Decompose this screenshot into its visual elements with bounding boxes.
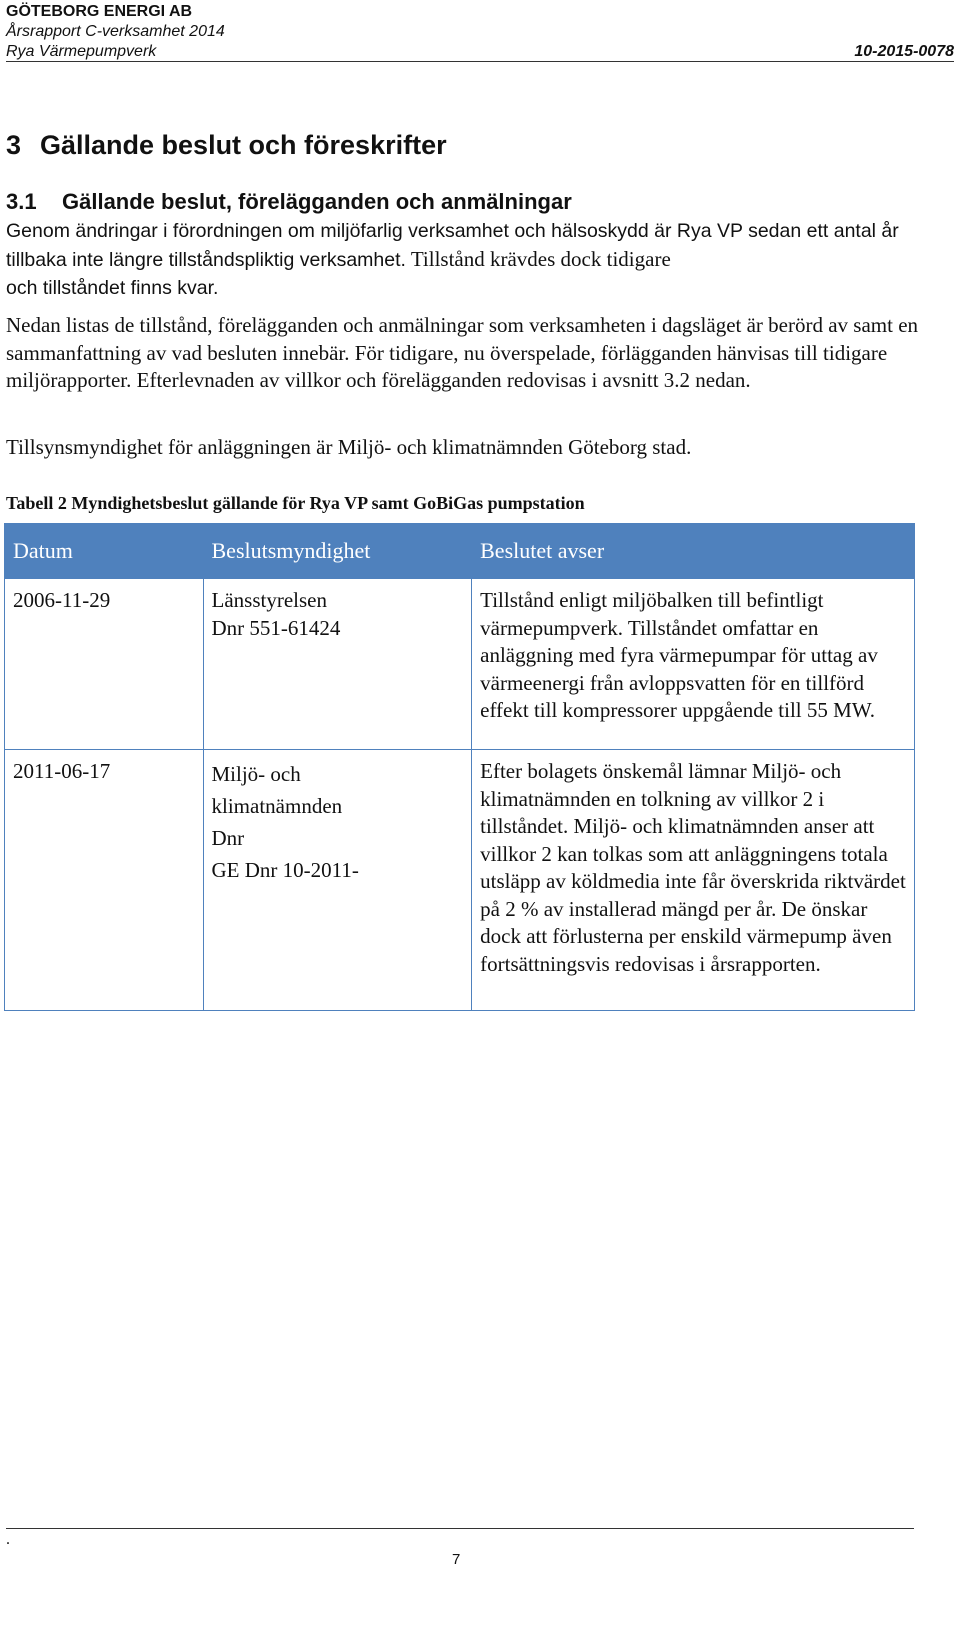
authority-line: GE Dnr 10-2011- [211,858,359,882]
paragraph-intro-part3: och tillståndet finns kvar. [6,277,219,299]
decisions-table [4,523,915,1011]
cell-date: 2011-06-17 [5,750,204,1011]
header-facility: Rya Värmepumpverk [6,43,157,60]
cell-authority [203,579,472,750]
authority-line: klimatnämnden [211,794,343,818]
authority-line: Dnr 551-61424 [211,615,341,640]
cell-subject: Efter bolagets önskemål lämnar Miljö- och klimatnämnden en tolkning av villkor 2 i tillståndet. Miljö- och klimatnämnden anser att villkor 2 kan tolkas som att anläggningens totala utsläpp av köldmedia inte får överskrida riktvärdet på 2 % av installerad mängd per år. De önskar dock att förlusterna per enskild värmepump även fortsättningsvis redovisas i årsrapporten. [472,750,915,1011]
section-title: Gällande beslut och föreskrifter [40,130,447,160]
header-row [6,42,954,62]
cell-date: 2006-11-29 [5,579,204,750]
cell-authority [203,750,472,1011]
footer-mark: . [6,1531,10,1548]
cell-subject: Tillstånd enligt miljöbalken till befintligt värmepumpverk. Tillståndet omfattar en anläggning med fyra värmepumpar för uttag av värmeenergi från avloppsvatten för en tillförd effekt till kompressorer uppgående till 55 MW. [472,579,915,750]
table-caption: Tabell 2 Myndighetsbeslut gällande för Rya VP samt GoBiGas pumpstation [6,493,585,513]
paragraph-supervisory-authority: Tillsynsmyndighet för anläggningen är Miljö- och klimatnämnden Göteborg stad. [6,435,692,459]
table-row [5,579,915,750]
page-number: 7 [452,1551,461,1568]
table-header-row [5,524,915,579]
page-header [6,0,954,62]
section-number: 3 [6,130,22,160]
paragraph-intro-part2: Tillstånd krävdes dock tidigare [405,246,671,271]
header-doc-number: 10-2015-0078 [854,43,954,60]
section-heading [6,128,447,162]
table-row [5,750,915,1011]
footer-divider [6,1528,914,1529]
authority-line: Dnr [211,826,245,850]
paragraph-intro [6,217,951,303]
authority-line: Miljö- och [211,762,301,786]
paragraph-intro-part1: Genom ändringar i förordningen om miljöfarlig verksamhet och hälsoskydd är Rya VP sedan ett antal år tillbaka inte längre tillståndspliktig verksamhet. [6,220,899,271]
header-company: GÖTEBORG ENERGI AB [6,3,193,20]
column-header-authority: Beslutsmyndighet [203,524,472,579]
subsection-heading [6,188,572,216]
header-divider [6,61,954,62]
authority-line: Länsstyrelsen [211,588,327,612]
subsection-title: Gällande beslut, förelägganden och anmälningar [62,189,572,214]
paragraph-list-description: Nedan listas de tillstånd, förelägganden och anmälningar som verksamheten i dagsläget är berörd av samt en sammanfattning av vad besluten innebär. För tidigare, nu överspelade, förlägganden hänvisas till tidigare miljörapporter. Efterlevnaden av villkor och förelägganden redovisas i avsnitt 3.2 nedan. [6,313,919,392]
header-report-title: Årsrapport C-verksamhet 2014 [6,23,225,40]
column-header-date: Datum [5,524,204,579]
column-header-subject: Beslutet avser [472,524,915,579]
subsection-number: 3.1 [6,189,37,214]
